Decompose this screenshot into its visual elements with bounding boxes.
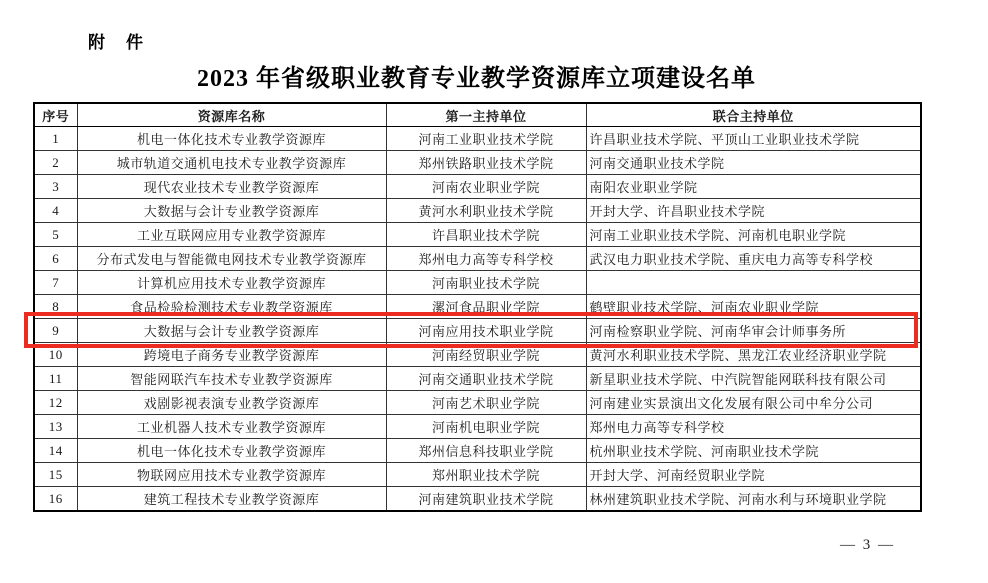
column-header-first-host: 第一主持单位	[386, 103, 586, 127]
cell-resource-name: 跨境电子商务专业教学资源库	[77, 343, 386, 367]
cell-index: 7	[34, 271, 77, 295]
cell-index: 5	[34, 223, 77, 247]
table-row	[34, 343, 921, 367]
table-row	[34, 271, 921, 295]
cell-resource-name: 大数据与会计专业教学资源库	[77, 319, 386, 343]
cell-joint-host: 许昌职业技术学院、平顶山工业职业技术学院	[586, 127, 921, 151]
cell-index: 6	[34, 247, 77, 271]
table-row	[34, 463, 921, 487]
cell-index: 3	[34, 175, 77, 199]
cell-resource-name: 智能网联汽车技术专业教学资源库	[77, 367, 386, 391]
cell-first-host: 漯河食品职业学院	[386, 295, 586, 319]
cell-first-host: 河南经贸职业学院	[386, 343, 586, 367]
attachment-label: 附 件	[88, 33, 145, 52]
table-row	[34, 175, 921, 199]
cell-index: 4	[34, 199, 77, 223]
table-row	[34, 439, 921, 463]
table-header-row	[34, 103, 921, 127]
cell-resource-name: 大数据与会计专业教学资源库	[77, 199, 386, 223]
cell-resource-name: 工业互联网应用专业教学资源库	[77, 223, 386, 247]
table-row	[34, 199, 921, 223]
cell-first-host: 河南交通职业技术学院	[386, 367, 586, 391]
cell-first-host: 河南工业职业技术学院	[386, 127, 586, 151]
cell-resource-name: 计算机应用技术专业教学资源库	[77, 271, 386, 295]
column-header-index: 序号	[34, 103, 77, 127]
cell-index: 8	[34, 295, 77, 319]
cell-resource-name: 建筑工程技术专业教学资源库	[77, 487, 386, 512]
cell-joint-host: 鹤壁职业技术学院、河南农业职业学院	[586, 295, 921, 319]
cell-index: 15	[34, 463, 77, 487]
cell-first-host: 郑州电力高等专科学校	[386, 247, 586, 271]
cell-joint-host: 河南工业职业技术学院、河南机电职业学院	[586, 223, 921, 247]
table-row	[34, 367, 921, 391]
cell-resource-name: 物联网应用技术专业教学资源库	[77, 463, 386, 487]
column-header-joint-host: 联合主持单位	[586, 103, 921, 127]
cell-first-host: 郑州铁路职业技术学院	[386, 151, 586, 175]
cell-resource-name: 工业机器人技术专业教学资源库	[77, 415, 386, 439]
cell-first-host: 河南农业职业学院	[386, 175, 586, 199]
cell-joint-host: 新星职业技术学院、中汽院智能网联科技有限公司	[586, 367, 921, 391]
table-row	[34, 319, 921, 343]
cell-joint-host: 林州建筑职业技术学院、河南水利与环境职业学院	[586, 487, 921, 512]
resource-library-table	[33, 102, 922, 512]
cell-index: 10	[34, 343, 77, 367]
table-row	[34, 127, 921, 151]
cell-first-host: 河南职业技术学院	[386, 271, 586, 295]
cell-resource-name: 分布式发电与智能微电网技术专业教学资源库	[77, 247, 386, 271]
cell-first-host: 河南建筑职业技术学院	[386, 487, 586, 512]
table-row	[34, 391, 921, 415]
cell-joint-host: 河南建业实景演出文化发展有限公司中牟分公司	[586, 391, 921, 415]
cell-first-host: 河南应用技术职业学院	[386, 319, 586, 343]
cell-index: 13	[34, 415, 77, 439]
table-row	[34, 247, 921, 271]
cell-first-host: 河南机电职业学院	[386, 415, 586, 439]
cell-joint-host: 河南检察职业学院、河南华审会计师事务所	[586, 319, 921, 343]
cell-joint-host: 杭州职业技术学院、河南职业技术学院	[586, 439, 921, 463]
cell-resource-name: 现代农业技术专业教学资源库	[77, 175, 386, 199]
cell-index: 9	[34, 319, 77, 343]
cell-resource-name: 机电一体化技术专业教学资源库	[77, 439, 386, 463]
table-row	[34, 295, 921, 319]
cell-index: 16	[34, 487, 77, 512]
cell-joint-host: 武汉电力职业技术学院、重庆电力高等专科学校	[586, 247, 921, 271]
cell-index: 12	[34, 391, 77, 415]
page-title: 2023 年省级职业教育专业教学资源库立项建设名单	[197, 66, 756, 92]
cell-joint-host: 开封大学、许昌职业技术学院	[586, 199, 921, 223]
cell-resource-name: 戏剧影视表演专业教学资源库	[77, 391, 386, 415]
cell-resource-name: 机电一体化技术专业教学资源库	[77, 127, 386, 151]
page-number: — 3 —	[840, 537, 895, 553]
cell-joint-host: 郑州电力高等专科学校	[586, 415, 921, 439]
cell-first-host: 黄河水利职业技术学院	[386, 199, 586, 223]
cell-index: 14	[34, 439, 77, 463]
cell-first-host: 郑州职业技术学院	[386, 463, 586, 487]
cell-index: 2	[34, 151, 77, 175]
cell-index: 11	[34, 367, 77, 391]
cell-resource-name: 城市轨道交通机电技术专业教学资源库	[77, 151, 386, 175]
cell-first-host: 许昌职业技术学院	[386, 223, 586, 247]
table-row	[34, 487, 921, 512]
cell-joint-host: 黄河水利职业技术学院、黑龙江农业经济职业学院	[586, 343, 921, 367]
column-header-resource-name: 资源库名称	[77, 103, 386, 127]
cell-first-host: 河南艺术职业学院	[386, 391, 586, 415]
cell-first-host: 郑州信息科技职业学院	[386, 439, 586, 463]
table-row	[34, 223, 921, 247]
cell-joint-host: 开封大学、河南经贸职业学院	[586, 463, 921, 487]
table-body	[34, 127, 921, 512]
table-row	[34, 415, 921, 439]
cell-joint-host: 南阳农业职业学院	[586, 175, 921, 199]
cell-index: 1	[34, 127, 77, 151]
cell-joint-host	[586, 271, 921, 295]
cell-joint-host: 河南交通职业技术学院	[586, 151, 921, 175]
cell-resource-name: 食品检验检测技术专业教学资源库	[77, 295, 386, 319]
table-row	[34, 151, 921, 175]
